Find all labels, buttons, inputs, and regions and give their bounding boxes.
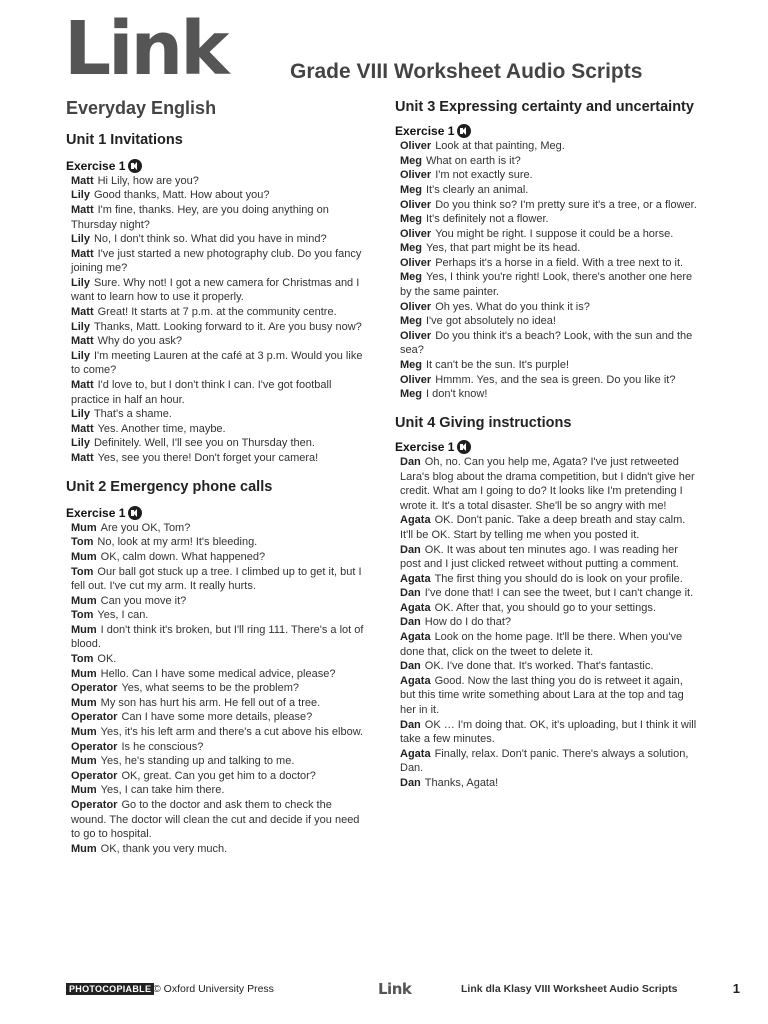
dialogue-text: Hi Lily, how are you?	[97, 174, 199, 187]
dialogue-line	[395, 513, 700, 542]
speaker-name: Lily	[71, 276, 90, 289]
dialogue-line	[66, 652, 368, 667]
dialogue-text: It can't be the sun. It's purple!	[426, 359, 570, 372]
speaker-name: Oliver	[400, 256, 432, 269]
exercise-heading	[395, 124, 700, 138]
dialogue-text: No, look at my arm! It's bleeding.	[97, 536, 258, 549]
speaker-name: Mum	[71, 696, 97, 709]
dialogue-line	[66, 422, 368, 437]
speaker-name: Operator	[71, 740, 118, 753]
dialogue-line	[395, 387, 700, 402]
speaker-name: Agata	[400, 514, 431, 527]
dialogue-text: Yes, that part might be its head.	[426, 242, 581, 255]
speaker-name: Dan	[400, 777, 421, 789]
dialogue-line	[66, 725, 368, 740]
dialogue-line	[66, 174, 368, 189]
exercise-heading	[66, 506, 368, 520]
dialogue	[395, 455, 700, 791]
dialogue-line	[66, 608, 368, 623]
dialogue-line	[66, 232, 368, 247]
right-column	[395, 98, 700, 803]
speaker-name: Oliver	[400, 300, 432, 313]
exercise-label: Exercise 1	[66, 158, 126, 173]
speaker-name: Oliver	[400, 140, 432, 153]
speaker-name: Oliver	[400, 373, 432, 386]
dialogue-text: The first thing you should do is look on your profile.	[434, 572, 683, 585]
dialogue-text: Our ball got stuck up a tree. I climbed up to get it, but I fell out. I've cut my arm. It really hurts.	[71, 565, 362, 593]
dialogue-line	[66, 305, 368, 320]
dialogue-text: OK. I've done that. It's worked. That's fantastic.	[424, 660, 654, 673]
dialogue-line	[66, 783, 368, 798]
dialogue-line	[395, 270, 700, 299]
dialogue-text: I've just started a new photography club. Do you fancy joining me?	[71, 247, 362, 275]
audio-speaker-icon[interactable]	[457, 124, 471, 138]
dialogue-line	[395, 543, 700, 572]
dialogue-line	[66, 710, 368, 725]
exercise-heading	[395, 440, 700, 454]
dialogue-text: What on earth is it?	[426, 154, 521, 167]
dialogue-text: Definitely. Well, I'll see you on Thursday then.	[93, 437, 315, 450]
dialogue-line	[66, 451, 368, 466]
speaker-name: Agata	[400, 674, 431, 687]
dialogue	[66, 521, 368, 857]
dialogue-line	[66, 565, 368, 594]
dialogue-line	[66, 407, 368, 422]
dialogue-line	[395, 373, 700, 388]
dialogue-line	[395, 329, 700, 358]
dialogue-text: Are you OK, Tom?	[100, 521, 191, 534]
dialogue-line	[395, 358, 700, 373]
speaker-name: Tom	[71, 565, 94, 578]
speaker-name: Mum	[71, 842, 97, 855]
dialogue-line	[66, 320, 368, 335]
dialogue	[66, 174, 368, 466]
photocopiable-badge: PHOTOCOPIABLE	[66, 983, 154, 995]
dialogue-text: Hmmm. Yes, and the sea is green. Do you like it?	[435, 373, 676, 386]
dialogue-text: How do I do that?	[424, 616, 512, 629]
link-logo: Link	[64, 6, 227, 92]
dialogue-line	[66, 349, 368, 378]
dialogue-text: OK, calm down. What happened?	[100, 550, 266, 563]
speaker-name: Meg	[400, 213, 422, 226]
speaker-name: Dan	[400, 587, 421, 600]
exercise-label: Exercise 1	[395, 439, 455, 454]
dialogue-text: I'm meeting Lauren at the café at 3 p.m. Would you like to come?	[71, 349, 363, 377]
dialogue-text: Can I have some more details, please?	[121, 711, 313, 724]
dialogue-text: Yes, see you there! Don't forget your camera!	[97, 452, 319, 464]
dialogue-line	[395, 455, 700, 513]
dialogue-text: Do you think so? I'm pretty sure it's a tree, or a flower.	[435, 198, 697, 211]
dialogue-text: Thanks, Agata!	[424, 777, 499, 789]
speaker-name: Mum	[71, 594, 97, 607]
dialogue-line	[66, 769, 368, 784]
speaker-name: Meg	[400, 271, 422, 284]
dialogue-text: Yes, I can take him there.	[100, 784, 225, 797]
speaker-name: Lily	[71, 189, 90, 202]
speaker-name: Operator	[71, 799, 118, 811]
dialogue-text: Yes, I think you're right! Look, there's another one here by the same painter.	[400, 271, 693, 299]
unit-block	[395, 98, 700, 402]
dialogue-line	[395, 601, 700, 616]
speaker-name: Tom	[71, 653, 94, 666]
footer-book-title: Link dla Klasy VIII Worksheet Audio Scripts	[461, 983, 678, 995]
dialogue-text: You might be right. I suppose it could be a horse.	[435, 227, 674, 240]
dialogue-text: It's clearly an animal.	[426, 183, 529, 196]
page-title: Grade VIII Worksheet Audio Scripts	[290, 60, 643, 83]
speaker-name: Tom	[71, 609, 94, 622]
unit-block	[66, 478, 368, 857]
page-number: 1	[732, 981, 740, 996]
speaker-name: Oliver	[400, 329, 432, 342]
dialogue-line	[66, 188, 368, 203]
right-units	[395, 98, 700, 791]
speaker-name: Operator	[71, 682, 118, 695]
speaker-name: Mum	[71, 755, 97, 768]
dialogue-line	[66, 740, 368, 755]
dialogue-text: I've got absolutely no idea!	[426, 315, 556, 328]
speaker-name: Matt	[71, 335, 94, 348]
speaker-name: Mum	[71, 550, 97, 563]
speaker-name: Mum	[71, 667, 97, 680]
exercise-label: Exercise 1	[395, 124, 455, 139]
dialogue-line	[395, 776, 700, 791]
speaker-name: Agata	[400, 631, 431, 644]
dialogue-text: OK, great. Can you get him to a doctor?	[121, 769, 316, 782]
dialogue-line	[395, 154, 700, 169]
dialogue-text: My son has hurt his arm. He fell out of a tree.	[100, 696, 321, 709]
speaker-name: Mum	[71, 623, 97, 636]
speaker-name: Dan	[400, 718, 421, 731]
dialogue-line	[66, 696, 368, 711]
speaker-name: Dan	[400, 455, 421, 468]
dialogue-text: That's a shame.	[93, 408, 172, 421]
speaker-name: Lily	[71, 320, 90, 333]
speaker-name: Dan	[400, 543, 421, 556]
speaker-name: Matt	[71, 203, 94, 216]
dialogue-text: I'm fine, thanks. Hey, are you doing anything on Thursday night?	[71, 203, 329, 231]
dialogue-line	[395, 256, 700, 271]
left-column	[66, 98, 368, 868]
dialogue-line	[66, 521, 368, 536]
dialogue-text: Finally, relax. Don't panic. There's always a solution, Dan.	[400, 747, 689, 775]
section-title: Everyday English	[66, 98, 217, 118]
audio-speaker-icon[interactable]	[128, 159, 142, 173]
dialogue-line	[66, 681, 368, 696]
dialogue-line	[395, 630, 700, 659]
dialogue-text: It's definitely not a flower.	[426, 213, 549, 226]
dialogue-text: OK. Don't panic. Take a deep breath and stay calm. It'll be OK. Start by telling me when you posted it.	[400, 514, 686, 541]
dialogue-text: Yes, what seems to be the problem?	[121, 682, 299, 695]
speaker-name: Meg	[400, 315, 422, 328]
dialogue-text: I'd love to, but I don't think I can. I've got football practice in half an hour.	[71, 379, 332, 406]
dialogue-line	[395, 227, 700, 242]
dialogue-line	[66, 378, 368, 407]
unit-block	[395, 414, 700, 791]
dialogue-line	[66, 276, 368, 305]
dialogue-line	[395, 718, 700, 747]
dialogue-line	[395, 212, 700, 227]
dialogue-line	[395, 168, 700, 183]
dialogue-text: Is he conscious?	[121, 740, 204, 753]
dialogue-text: Good thanks, Matt. How about you?	[93, 189, 270, 202]
speaker-name: Matt	[71, 379, 94, 392]
speaker-name: Mum	[71, 726, 97, 739]
dialogue-text: Look on the home page. It'll be there. When you've done that, click on the tweet to delete it.	[400, 631, 683, 658]
speaker-name: Dan	[400, 660, 421, 673]
dialogue-line	[395, 314, 700, 329]
dialogue-text: No, I don't think so. What did you have in mind?	[93, 233, 327, 246]
dialogue-text: OK. After that, you should go to your settings.	[434, 601, 656, 614]
dialogue-line	[66, 334, 368, 349]
publisher-text: © Oxford University Press	[153, 983, 274, 995]
dialogue-line	[66, 203, 368, 232]
speaker-name: Matt	[71, 174, 94, 187]
dialogue-text: Yes, it's his left arm and there's a cut above his elbow.	[100, 726, 364, 739]
dialogue-line	[395, 241, 700, 256]
exercise-heading	[66, 159, 368, 173]
dialogue-line	[66, 436, 368, 451]
unit-title: Unit 2 Emergency phone calls	[66, 478, 273, 495]
footer-logo: Link	[378, 980, 412, 998]
audio-speaker-icon[interactable]	[128, 506, 142, 520]
dialogue-text: Go to the doctor and ask them to check the wound. The doctor will clean the cut and decide if you need to go to hospital.	[71, 799, 360, 841]
speaker-name: Meg	[400, 183, 422, 196]
dialogue-text: Can you move it?	[100, 594, 187, 607]
speaker-name: Oliver	[400, 169, 432, 182]
speaker-name: Dan	[400, 616, 421, 629]
dialogue-text: Good. Now the last thing you do is retweet it again, but this time write something about Lara at the top and tag her in it.	[400, 674, 684, 717]
speaker-name: Lily	[71, 437, 90, 450]
dialogue-text: Hello. Can I have some medical advice, please?	[100, 667, 336, 680]
speaker-name: Meg	[400, 242, 422, 255]
dialogue-text: OK. It was about ten minutes ago. I was reading her post and I just clicked retweet without putting a comment.	[400, 543, 679, 571]
dialogue-line	[395, 139, 700, 154]
dialogue-line	[395, 586, 700, 601]
dialogue-line	[66, 842, 368, 857]
dialogue-line	[395, 615, 700, 630]
audio-speaker-icon[interactable]	[457, 440, 471, 454]
dialogue-text: Oh yes. What do you think it is?	[435, 300, 590, 313]
left-units	[66, 131, 368, 857]
dialogue-text: I've done that! I can see the tweet, but I can't change it.	[424, 587, 694, 600]
dialogue-text: I don't think it's broken, but I'll ring 111. There's a lot of blood.	[71, 623, 364, 651]
dialogue-text: Yes, I can.	[97, 609, 149, 622]
speaker-name: Lily	[71, 233, 90, 246]
dialogue-line	[66, 667, 368, 682]
dialogue-text: Oh, no. Can you help me, Agata? I've just retweeted Lara's blog about the drama competition, but I didn't give her credit. What am I going to do? It looks like I'm pretending I wrote it. It's a total disaster. She'll be so angry with me!	[400, 455, 695, 512]
exercise-label: Exercise 1	[66, 505, 126, 520]
dialogue-line	[66, 247, 368, 276]
speaker-name: Agata	[400, 572, 431, 585]
unit-title: Unit 3 Expressing certainty and uncertainty	[395, 99, 694, 115]
unit-title: Unit 1 Invitations	[66, 131, 183, 148]
page-footer	[66, 982, 740, 998]
speaker-name: Matt	[71, 247, 94, 260]
speaker-name: Matt	[71, 452, 94, 464]
dialogue-text: Look at that painting, Meg.	[435, 140, 565, 153]
unit-title: Unit 4 Giving instructions	[395, 414, 572, 431]
speaker-name: Matt	[71, 422, 94, 435]
speaker-name: Agata	[400, 601, 431, 614]
speaker-name: Tom	[71, 536, 94, 549]
dialogue-text: Sure. Why not! I got a new camera for Christmas and I want to learn how to use it properly.	[71, 276, 360, 304]
speaker-name: Oliver	[400, 198, 432, 211]
speaker-name: Agata	[400, 747, 431, 760]
dialogue-line	[66, 798, 368, 842]
speaker-name: Operator	[71, 769, 118, 782]
dialogue-text: Yes. Another time, maybe.	[97, 422, 226, 435]
dialogue-line	[395, 183, 700, 198]
dialogue-text: OK.	[97, 653, 117, 666]
dialogue-line	[395, 674, 700, 718]
dialogue-line	[395, 300, 700, 315]
dialogue-text: Great! It starts at 7 p.m. at the community centre.	[97, 306, 337, 319]
dialogue-line	[395, 572, 700, 587]
dialogue-text: Thanks, Matt. Looking forward to it. Are you busy now?	[93, 320, 362, 333]
speaker-name: Lily	[71, 349, 90, 362]
speaker-name: Meg	[400, 154, 422, 167]
speaker-name: Operator	[71, 711, 118, 724]
dialogue-text: Do you think it's a beach? Look, with the sun and the sea?	[400, 329, 693, 357]
dialogue-text: I don't know!	[426, 388, 488, 401]
dialogue-line	[66, 754, 368, 769]
speaker-name: Oliver	[400, 227, 432, 240]
dialogue-text: OK … I'm doing that. OK, it's uploading, but I think it will take a few minutes.	[400, 718, 697, 746]
speaker-name: Meg	[400, 388, 422, 401]
dialogue-text: I'm not exactly sure.	[435, 169, 533, 182]
dialogue-line	[395, 198, 700, 213]
speaker-name: Meg	[400, 359, 422, 372]
dialogue-text: Perhaps it's a horse in a field. With a tree next to it.	[435, 256, 684, 269]
dialogue-line	[66, 535, 368, 550]
dialogue-text: Why do you ask?	[97, 335, 182, 348]
speaker-name: Mum	[71, 784, 97, 797]
speaker-name: Matt	[71, 306, 94, 319]
speaker-name: Lily	[71, 408, 90, 421]
unit-block	[66, 131, 368, 466]
dialogue-line	[66, 594, 368, 609]
dialogue-text: Yes, he's standing up and talking to me.	[100, 755, 295, 768]
dialogue	[395, 139, 700, 402]
dialogue-line	[66, 623, 368, 652]
speaker-name: Mum	[71, 521, 97, 534]
dialogue-text: OK, thank you very much.	[100, 842, 228, 855]
dialogue-line	[395, 747, 700, 776]
dialogue-line	[395, 659, 700, 674]
dialogue-line	[66, 550, 368, 565]
